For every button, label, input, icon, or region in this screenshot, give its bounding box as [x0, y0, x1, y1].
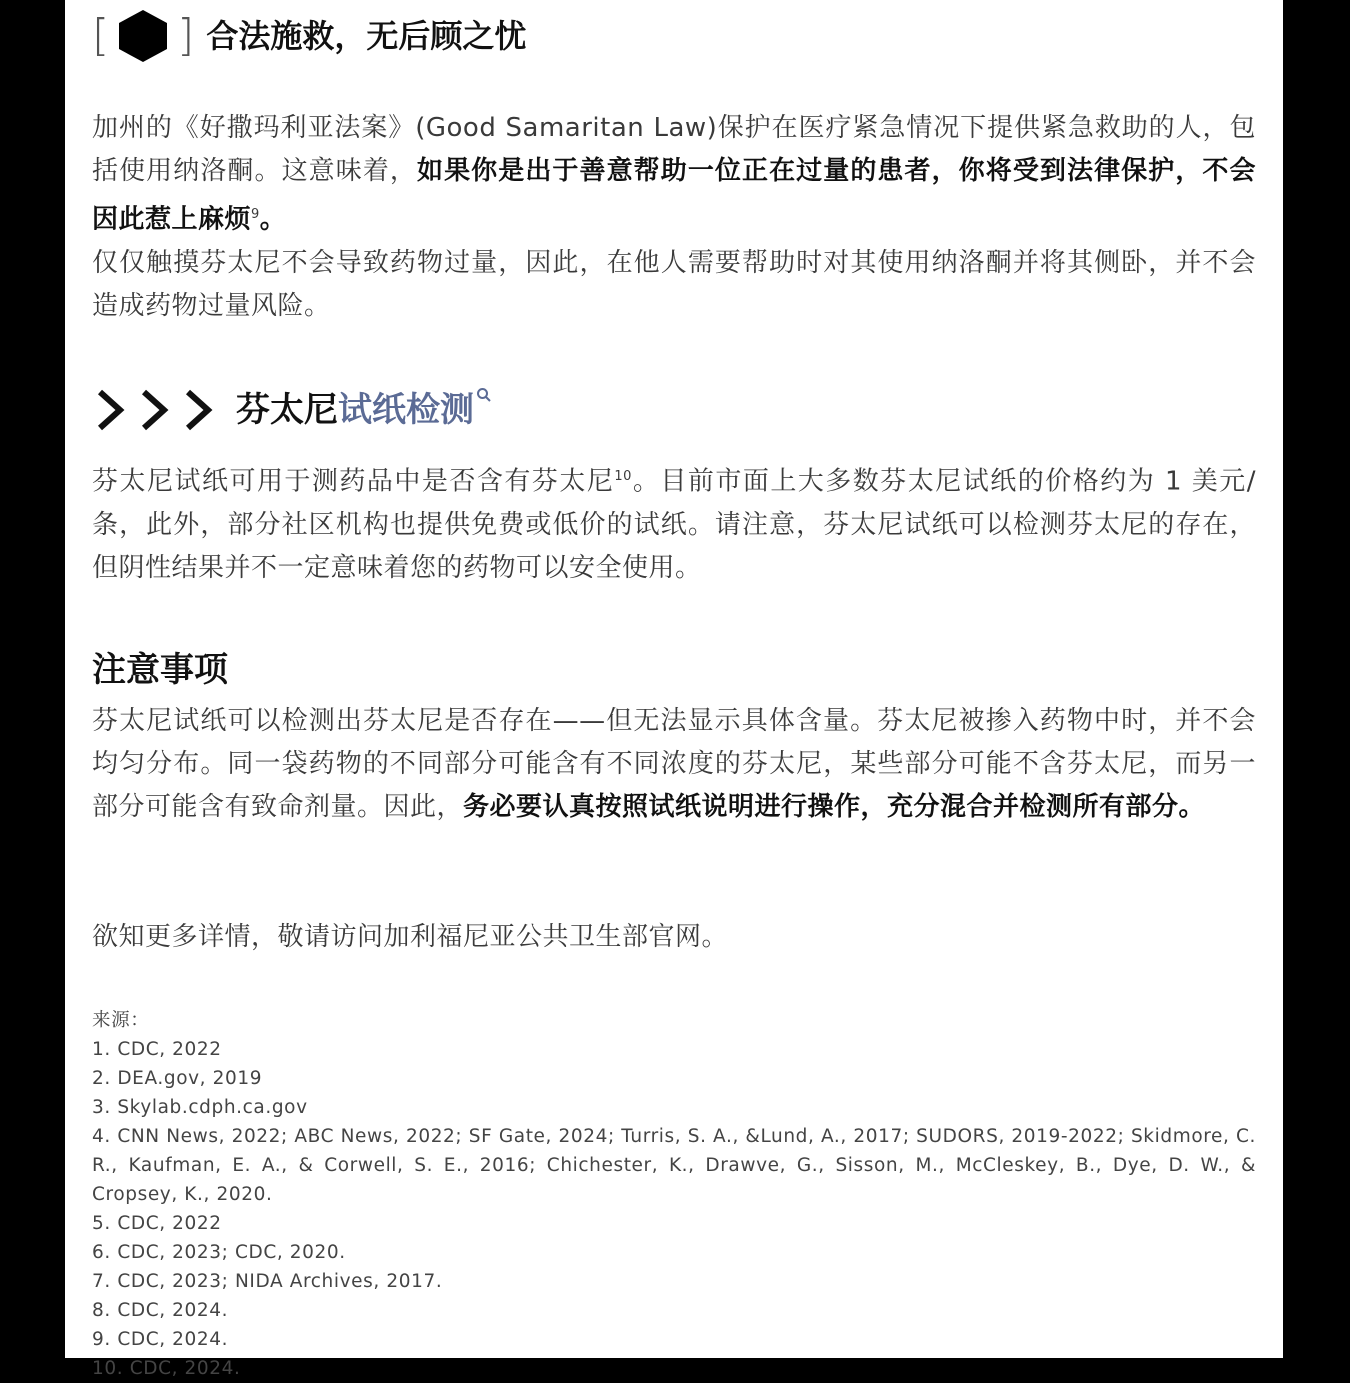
source-item: 4. CNN News, 2022; ABC News, 2022; SF Gate, 2024; Turris, S. A., &Lund, A., 2017; SUDORS, 2019-2022; Skidmore, C. R., Kaufman, E. A., & Corwell, S. E., 2016; Chichester, K., Drawve, G., Sisson, M., McCleskey, B., Dye, D. W., & Cropsey, K., 2020. [92, 1126, 1256, 1205]
hexagon-icon [115, 8, 171, 64]
citation-10: 10 [614, 469, 632, 484]
section-body-legal [92, 107, 1256, 328]
section-title-legal: 合法施救，无后顾之忧 [206, 17, 527, 55]
source-item: 1. CDC, 2022 [92, 1039, 222, 1060]
precautions-paragraph: 芬太尼试纸可以检测出芬太尼是否存在——但无法显示具体含量。芬太尼被掺入药物中时，并不会均匀分布。同一袋药物的不同部分可能含有不同浓度的芬太尼，某些部分可能不含芬太尼，而另一部分可能含有致命剂量。因此，务必要认真按照试纸说明进行操作，充分混合并检测所有部分。 [92, 706, 1256, 822]
source-item: 5. CDC, 2022 [92, 1213, 222, 1234]
citation-9: 9 [251, 207, 260, 222]
chevron-right-icon [136, 388, 172, 432]
section-title-test-strips: 芬太尼试纸检测 [236, 393, 492, 427]
precautions-emphasis: 务必要认真按照试纸说明进行操作，充分混合并检测所有部分。 [463, 792, 1206, 822]
chevrons [92, 388, 216, 432]
source-item: 10. CDC, 2024. [92, 1358, 241, 1379]
search-icon[interactable] [476, 387, 492, 403]
section-body-precautions [92, 700, 1256, 829]
article-page [65, 0, 1283, 1379]
good-samaritan-paragraph: 加州的《好撒玛利亚法案》(Good Samaritan Law)保护在医疗紧急情况下提供紧急救助的人，包括使用纳洛酮。这意味着，如果你是出于善意帮助一位正在过量的患者，你将受到法律保护，不会因此惹上麻烦$^9$。 [92, 113, 1256, 235]
source-item: 6. CDC, 2023; CDC, 2020. [92, 1242, 346, 1263]
sources-label: 来源： [92, 1010, 150, 1031]
chevron-right-icon [180, 388, 216, 432]
section-precautions [92, 650, 1256, 690]
bracket-left: [ [92, 10, 110, 61]
test-strips-link[interactable]: 试纸检测 [338, 390, 474, 430]
touch-fentanyl-paragraph: 仅仅触摸芬太尼不会导致药物过量，因此，在他人需要帮助时对其使用纳洛酮并将其侧卧，并不会造成药物过量风险。 [92, 247, 1256, 321]
bracket-right: ] [177, 10, 195, 61]
section-heading-test-strips [92, 380, 492, 440]
section-body-test-strips [92, 455, 1256, 590]
test-strips-paragraph: 芬太尼试纸可用于测药品中是否含有芬太尼$^{10}$。目前市面上大多数芬太尼试纸的价格约为 1 美元/条，此外，部分社区机构也提供免费或低价的试纸。请注意，芬太尼试纸可以检测芬太尼的存在，但阴性结果并不一定意味着您的药物可以安全使用。 [92, 466, 1256, 583]
section-title-precautions: 注意事项 [92, 650, 228, 690]
more-info [92, 916, 1256, 959]
section-heading-legal [92, 8, 526, 64]
source-item: 2. DEA.gov, 2019 [92, 1068, 263, 1089]
chevron-right-icon [92, 388, 128, 432]
more-info-text[interactable]: 欲知更多详情，敬请访问加利福尼亚公共卫生部官网。 [92, 922, 729, 952]
sources-list [92, 1006, 1256, 1383]
legal-protection-emphasis: 如果你是出于善意帮助一位正在过量的患者，你将受到法律保护，不会因此惹上麻烦 [92, 156, 1256, 235]
source-item: 8. CDC, 2024. [92, 1300, 229, 1321]
source-item: 9. CDC, 2024. [92, 1329, 229, 1350]
source-item: 3. Skylab.cdph.ca.gov [92, 1097, 308, 1118]
source-item: 7. CDC, 2023; NIDA Archives, 2017. [92, 1271, 443, 1292]
